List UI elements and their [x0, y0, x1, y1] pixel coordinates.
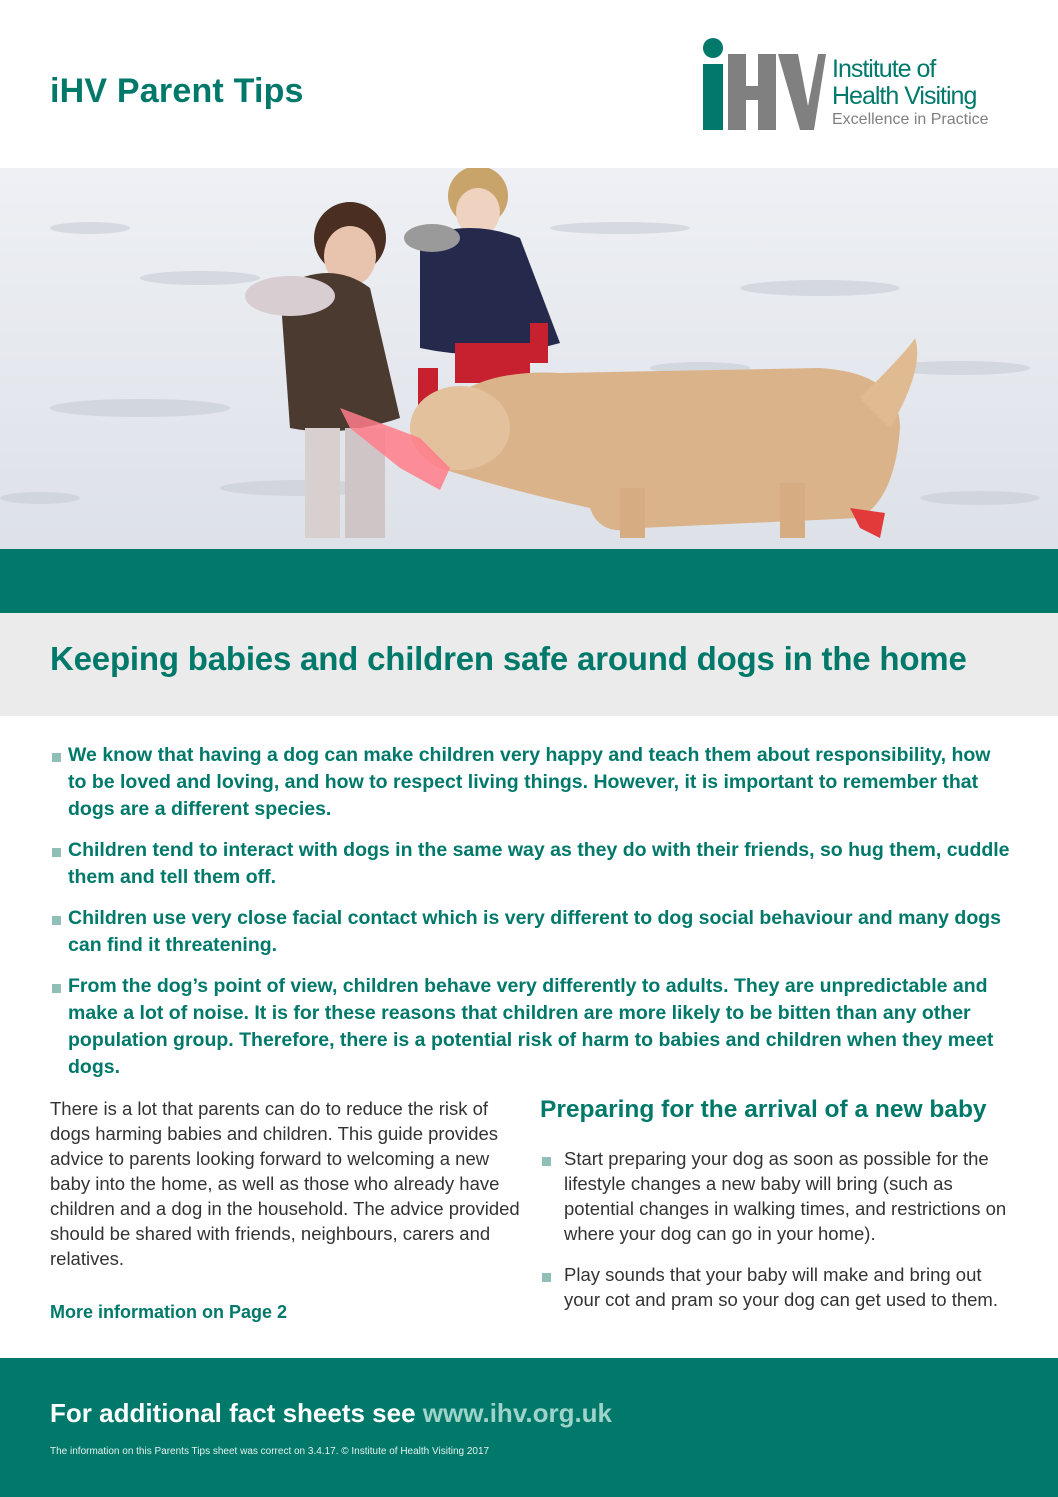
ihv-logo-mark [700, 36, 826, 132]
square-bullet-icon [52, 848, 61, 857]
page-header [0, 0, 1058, 168]
key-point-text: We know that having a dog can make children very happy and teach them about responsibility, how to be loved and loving, and how to respect living things. However, it is important to remember that dogs are a different species. [68, 744, 991, 820]
copyright-notice: The information on this Parents Tips sheet was correct on 3.4.17. © Institute of Health Visiting 2017 [50, 1446, 490, 1457]
key-points-list [50, 742, 1010, 1095]
key-point [50, 742, 1010, 823]
hero-photo [0, 168, 1058, 549]
logo-tagline: Excellence in Practice [832, 111, 989, 128]
footer-url-link[interactable]: www.ihv.org.uk [422, 1398, 613, 1428]
key-point [50, 973, 1010, 1081]
preparing-item-text: Start preparing your dog as soon as possible for the lifestyle changes a new baby will bring (such as potential changes in walking times, and restrictions on where your dog can go in your home). [564, 1148, 1007, 1244]
square-bullet-icon [52, 916, 61, 925]
green-divider-band [0, 549, 1058, 613]
key-point [50, 905, 1010, 959]
footer-fact-sheets-line [50, 1398, 612, 1429]
logo-line-1: Institute of [832, 55, 936, 83]
key-point-text: Children use very close facial contact which is very different to dog social behaviour and many dogs can find it threatening. [68, 907, 1002, 956]
preparing-item [540, 1262, 1010, 1312]
main-title: Keeping babies and children safe around dogs in the home [50, 640, 967, 677]
key-point-text: From the dog’s point of view, children behave very differently to adults. They are unpredictable and make a lot of noise. It is for these reasons that children are more likely to be bitten than any other population group. Therefore, there is a potential risk of harm to babies and children when they meet dogs. [68, 975, 994, 1078]
square-bullet-icon [542, 1157, 551, 1166]
key-point [50, 837, 1010, 891]
logo-line-2: Health Visiting [832, 82, 977, 110]
preparing-item-text: Play sounds that your baby will make and bring out your cot and pram so your dog can get used to them. [564, 1264, 998, 1310]
preparing-item [540, 1146, 1010, 1246]
footer-prefix: For additional fact sheets see [50, 1398, 423, 1428]
more-info-link[interactable]: More information on Page 2 [50, 1302, 288, 1322]
square-bullet-icon [52, 753, 61, 762]
ihv-logo [700, 36, 1020, 136]
square-bullet-icon [52, 984, 61, 993]
preparing-list [540, 1146, 1010, 1328]
ihv-logo-text [832, 56, 989, 130]
intro-paragraph: There is a lot that parents can do to reduce the risk of dogs harming babies and children. This guide provides advice to parents looking forward to welcoming a new baby into the home, as well as those who already have children and a dog in the household. The advice provided should be shared with friends, neighbours, carers and relatives. [50, 1098, 520, 1269]
parent-tips-title: iHV Parent Tips [50, 72, 304, 110]
preparing-heading: Preparing for the arrival of a new baby [540, 1096, 987, 1123]
square-bullet-icon [542, 1273, 551, 1282]
key-point-text: Children tend to interact with dogs in the same way as they do with their friends, so hug them, cuddle them and tell them off. [68, 839, 1010, 888]
